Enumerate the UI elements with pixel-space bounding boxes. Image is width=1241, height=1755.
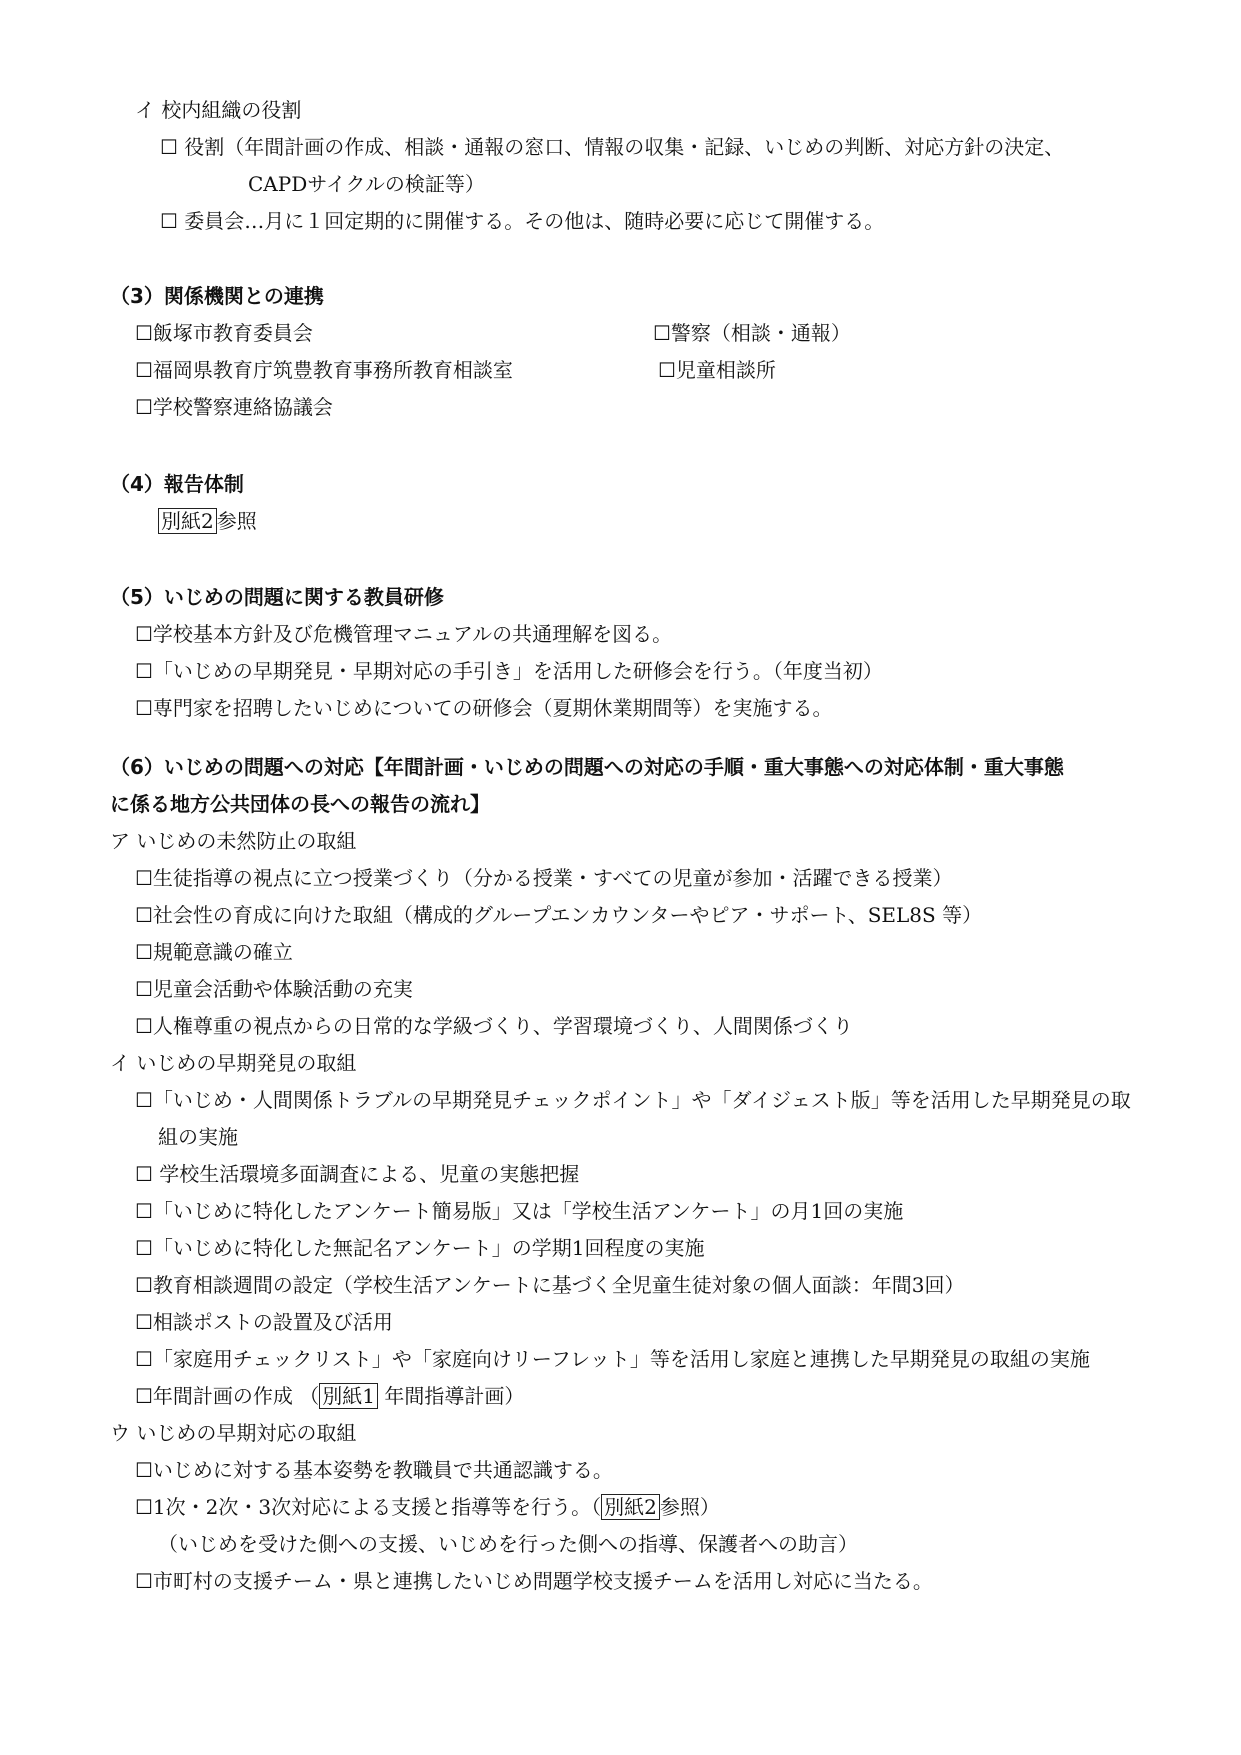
list-item: ☐生徒指導の視点に立つ授業づくり（分かる授業・すべての児童が参加・活躍できる授業） [135,866,953,890]
list-item-cont: 組の実施 [158,1125,238,1149]
list-item: ☐いじめに対する基本姿勢を教職員で共通認識する。 [135,1458,613,1482]
support-suffix: 参照） [659,1495,720,1519]
list-item: ☐「いじめの早期発見・早期対応の手引き」を活用した研修会を行う。（年度当初） [135,659,883,683]
list-item: ☐福岡県教育庁筑豊教育事務所教育相談室 [135,358,513,382]
appendix-ref-box: 別紙1 [319,1383,378,1409]
section-heading-6: （6）いじめの問題への対応【年間計画・いじめの問題への対応の手順・重大事態への対応体制・重大事態 [110,755,1064,779]
list-item: ☐ 学校生活環境多面調査による、児童の実態把握 [135,1162,580,1186]
list-item: ☐社会性の育成に向けた取組（構成的グループエンカウンターやピア・サポート、SEL8S 等） [135,903,983,927]
list-item: ☐人権尊重の視点からの日常的な学級づくり、学習環境づくり、人間関係づくり [135,1014,853,1038]
support-prefix: ☐1次・2次・3次対応による支援と指導等を行う。（ [135,1495,602,1519]
section-heading-3: （3）関係機関との連携 [110,284,324,308]
section-heading-4: （4）報告体制 [110,472,244,496]
subsection-title-a: ア いじめの未然防止の取組 [110,829,357,853]
section-heading-5: （5）いじめの問題に関する教員研修 [110,585,444,609]
appendix-ref-box: 別紙2 [158,508,217,534]
list-item-committee: ☐ 委員会…月に１回定期的に開催する。その他は、随時必要に応じて開催する。 [160,209,885,233]
subsection-title-i2: イ いじめの早期発見の取組 [110,1051,357,1075]
list-item: ☐市町村の支援チーム・県と連携したいじめ問題学校支援チームを活用し対応に当たる。 [135,1569,933,1593]
list-item: ☐専門家を招聘したいじめについての研修会（夏期休業期間等）を実施する。 [135,696,833,720]
plan-suffix: 年間指導計画） [378,1384,525,1408]
list-item: ☐相談ポストの設置及び活用 [135,1310,393,1334]
list-item: ☐「いじめ・人間関係トラブルの早期発見チェックポイント」や「ダイジェスト版」等を活用した早期発見の取 [135,1088,1131,1112]
list-item: ☐児童相談所 [658,358,776,382]
list-item-note: （いじめを受けた側への支援、いじめを行った側への指導、保護者への助言） [158,1532,858,1556]
appendix-ref-box: 別紙2 [601,1494,660,1520]
list-item: ☐教育相談週間の設定（学校生活アンケートに基づく全児童生徒対象の個人面談：年間3回） [135,1273,965,1297]
list-item: ☐規範意識の確立 [135,940,293,964]
list-item-role-cont: CAPDサイクルの検証等） [248,172,485,196]
list-item-support [135,1493,720,1521]
subsection-title-i: イ 校内組織の役割 [135,98,302,122]
reference-suffix: 参照 [216,509,257,533]
list-item: ☐学校基本方針及び危機管理マニュアルの共通理解を図る。 [135,622,673,646]
list-item-annual-plan [135,1382,524,1410]
list-item: ☐「いじめに特化したアンケート簡易版」又は「学校生活アンケート」の月1回の実施 [135,1199,904,1223]
list-item-role: ☐ 役割（年間計画の作成、相談・通報の窓口、情報の収集・記録、いじめの判断、対応方針の決定、 [160,135,1065,159]
list-item: ☐学校警察連絡協議会 [135,395,333,419]
subsection-title-u: ウ いじめの早期対応の取組 [110,1421,357,1445]
list-item: ☐「家庭用チェックリスト」や「家庭向けリーフレット」等を活用し家庭と連携した早期発見の取組の実施 [135,1347,1090,1371]
list-item: ☐警察（相談・通報） [653,321,851,345]
section-heading-6-cont: に係る地方公共団体の長への報告の流れ】 [110,792,490,816]
list-item: ☐児童会活動や体験活動の充実 [135,977,413,1001]
plan-prefix: ☐年間計画の作成 （ [135,1384,320,1408]
reference-line [158,507,257,535]
list-item: ☐「いじめに特化した無記名アンケート」の学期1回程度の実施 [135,1236,705,1260]
list-item: ☐飯塚市教育委員会 [135,321,313,345]
